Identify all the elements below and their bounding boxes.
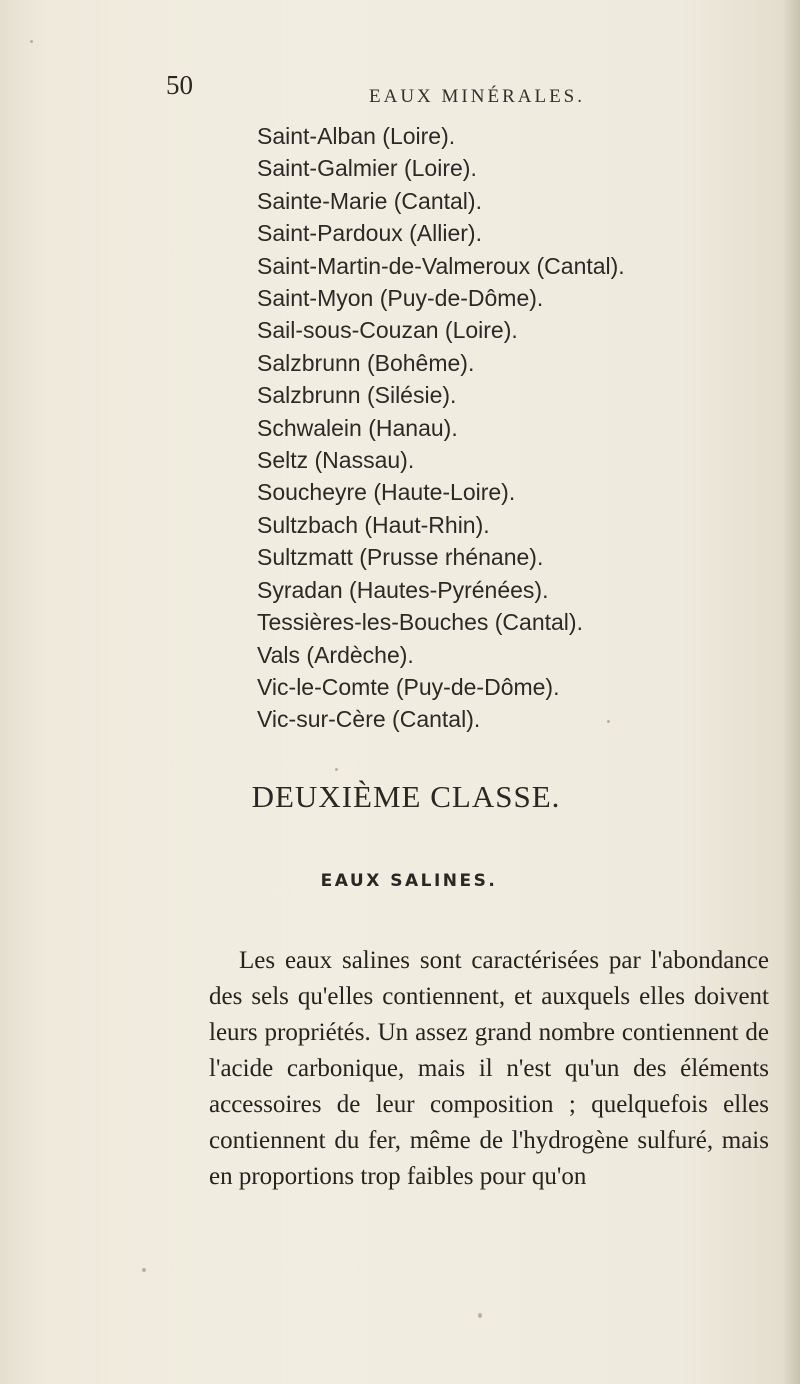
mineral-springs-list [257,120,625,736]
list-item: Syradan (Hautes-Pyrénées). [257,576,549,603]
list-item: Vic-le-Comte (Puy-de-Dôme). [257,673,560,700]
paper-speck [478,1313,482,1318]
paper-speck [607,720,610,723]
list-item: Seltz (Nassau). [257,447,415,474]
list-item: Saint-Myon (Puy-de-Dôme). [257,285,544,312]
paper-speck [30,40,33,43]
list-item: Sultzmatt (Prusse rhénane). [257,544,544,571]
running-head: EAUX MINÉRALES. [369,86,585,107]
page-number: 50 [166,70,193,100]
list-item: Saint-Pardoux (Allier). [257,220,482,247]
section-title: DEUXIÈME CLASSE. [251,779,561,814]
list-item: Vals (Ardèche). [257,641,414,668]
list-item: Saint-Galmier (Loire). [257,155,477,182]
list-item: Schwalein (Hanau). [257,414,458,441]
page-edge-shadow [782,0,800,1384]
list-item: Vic-sur-Cère (Cantal). [257,706,481,733]
paper-speck [142,1268,146,1272]
list-item: Saint-Alban (Loire). [257,123,456,149]
body-paragraph: Les eaux salines sont caractérisées par l'abondance des sels qu'elles contiennent, et auxquels elles doivent leurs propriétés. Un assez grand nombre contiennent de l'acide carbonique, mais il n'est qu'un des éléments accessoires de leur composition ; quelquefois elles contiennent du fer, même de l'hydrogène sulfuré, mais en proportions trop faibles pour qu'on [209,947,769,1190]
list-item: Tessières-les-Bouches (Cantal). [257,609,583,636]
list-item: Saint-Martin-de-Valmeroux (Cantal). [257,252,625,279]
section-subtitle: EAUX SALINES. [320,871,498,891]
list-item: Soucheyre (Haute-Loire). [257,479,516,506]
list-item: Salzbrunn (Silésie). [257,382,457,409]
paper-speck [335,768,338,771]
list-item: Salzbrunn (Bohême). [257,349,475,376]
list-item: Sainte-Marie (Cantal). [257,187,482,214]
list-item: Sail-sous-Couzan (Loire). [257,317,518,344]
list-item: Sultzbach (Haut-Rhin). [257,511,490,538]
